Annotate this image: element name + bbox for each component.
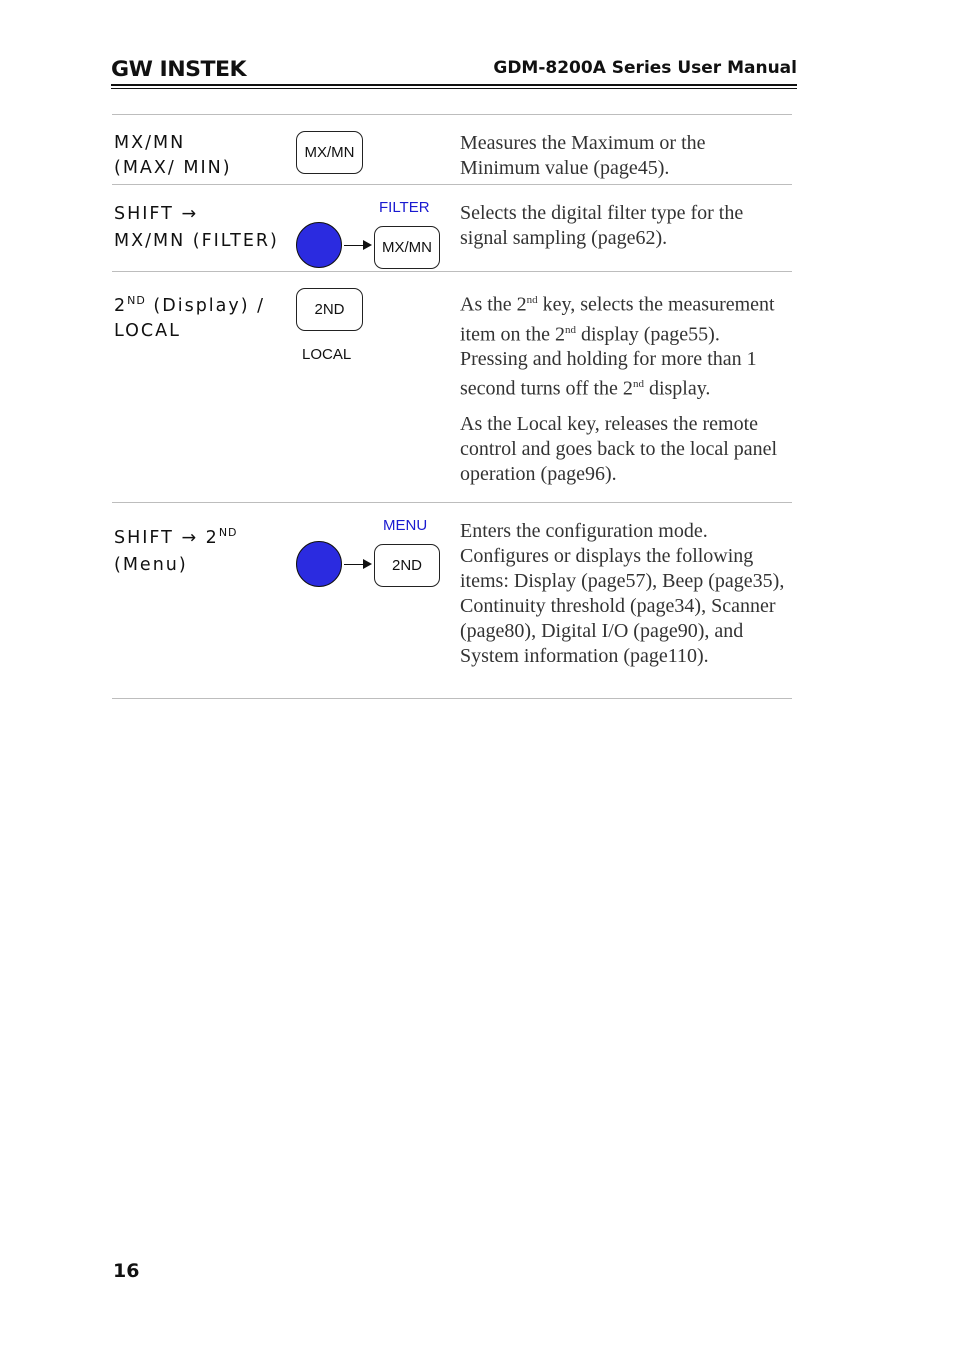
- label-sup: ND: [218, 526, 238, 539]
- row-label-2nd: [114, 288, 265, 344]
- manual-title: GDM-8200A Series User Manual: [493, 58, 797, 78]
- header-rule-thin: [111, 88, 797, 89]
- label-line: (Menu): [114, 554, 188, 575]
- 2nd-menu-key[interactable]: 2ND: [374, 544, 440, 587]
- desc-sup: nd: [526, 294, 538, 306]
- page-header: [111, 54, 797, 90]
- page-number: 16: [113, 1260, 140, 1282]
- 2nd-key[interactable]: 2ND: [296, 288, 363, 331]
- mxmn-filter-key[interactable]: MX/MN: [374, 226, 440, 269]
- label-sup: ND: [127, 294, 146, 307]
- local-caption: LOCAL: [302, 346, 352, 363]
- row-label-mxmn: [114, 131, 232, 181]
- row-description-2nd: [460, 288, 790, 497]
- desc-text: display.: [643, 377, 711, 400]
- row-description-menu: Enters the configuration mode. Configures or displays the following items: Display (page57), Beep (page35), Continuity threshold (page34), Scanner (page80), Digital I/O (page90), and System information (page110).: [460, 520, 785, 667]
- menu-caption: MENU: [383, 517, 428, 534]
- table-top-border: [112, 114, 792, 115]
- desc-text: As the 2: [460, 293, 527, 316]
- label-text: SHIFT → 2: [114, 527, 219, 548]
- label-line: LOCAL: [114, 320, 181, 341]
- row-divider: [112, 271, 792, 272]
- header-rule: [111, 84, 797, 86]
- label-line: (MAX/ MIN): [114, 158, 232, 178]
- arrow-head-icon: [363, 559, 372, 569]
- desc-text: display (page55). Pressing and holding for more than 1 second turns off the 2: [460, 323, 757, 400]
- desc-sup: nd: [564, 323, 576, 336]
- row-description-mxmn: Measures the Maximum or the Minimum value (page45).: [460, 132, 706, 179]
- row-divider: [112, 502, 792, 503]
- shift-key[interactable]: [296, 541, 342, 587]
- row-divider: [112, 184, 792, 185]
- label-text: (Display) /: [145, 295, 266, 316]
- row-label-menu: [114, 520, 238, 578]
- mxmn-key[interactable]: MX/MN: [296, 131, 363, 174]
- gw-instek-logo: GW INSTEK: [111, 57, 247, 81]
- shift-key[interactable]: [296, 222, 342, 268]
- arrow-right-icon: [344, 564, 364, 565]
- arrow-head-icon: [363, 240, 372, 250]
- desc-paragraph: As the Local key, releases the remote control and goes back to the local panel operation (page96).: [460, 412, 778, 485]
- desc-sup: nd: [632, 378, 644, 391]
- desc-paragraph: [460, 288, 790, 402]
- label-line: [114, 288, 265, 319]
- row-label-filter: [114, 202, 279, 254]
- label-line: MX/MN (FILTER): [114, 231, 279, 251]
- label-line: MX/MN: [114, 133, 186, 153]
- table-bottom-border: [112, 698, 792, 699]
- label-line: SHIFT →: [114, 204, 199, 224]
- row-description-filter: Selects the digital filter type for the signal sampling (page62).: [460, 202, 744, 249]
- label-line: [114, 520, 238, 551]
- desc-text: key, selects the measurement item on the 2: [460, 293, 775, 346]
- arrow-right-icon: [344, 245, 364, 246]
- label-text: 2: [114, 295, 128, 316]
- filter-caption: FILTER: [379, 199, 430, 216]
